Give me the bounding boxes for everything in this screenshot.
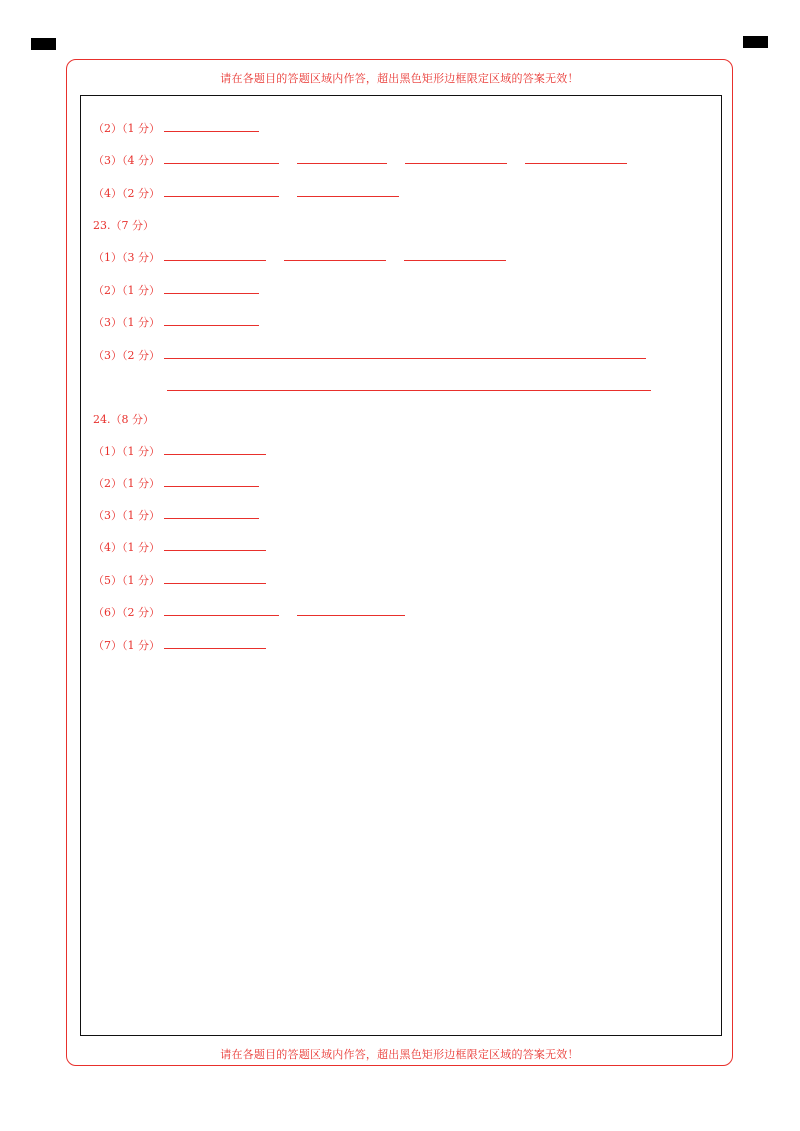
question-label: （3）（1 分） [93,316,160,329]
answer-blank[interactable] [167,379,651,391]
answer-blank[interactable] [164,539,266,551]
question-label: （4）（2 分） [93,187,160,200]
question-label: （3）（4 分） [93,154,160,167]
answer-blank[interactable] [164,572,266,584]
alignment-mark-right [743,36,768,48]
answer-blank[interactable] [164,120,259,132]
answer-blank[interactable] [164,152,279,164]
answer-line [93,120,259,136]
answer-line [93,475,259,491]
answer-blank[interactable] [297,152,387,164]
answer-blank[interactable] [297,185,399,197]
answer-area [80,95,722,1036]
answer-blank[interactable] [164,475,259,487]
question-label: （5）（1 分） [93,574,160,587]
answer-sheet-frame [66,59,733,1066]
answer-line [93,539,266,555]
question-label: （3）（2 分） [93,349,160,362]
answer-line [93,411,154,427]
answer-line [93,249,506,265]
question-label: 23.（7 分） [93,219,154,232]
answer-blank[interactable] [164,282,259,294]
answer-blank[interactable] [405,152,507,164]
answer-blank[interactable] [164,604,279,616]
question-label: （1）（3 分） [93,251,160,264]
answer-line [93,282,259,298]
answer-blank[interactable] [164,185,279,197]
answer-line-continuation [93,379,651,395]
notice-top: 请在各题目的答题区域内作答，超出黑色矩形边框限定区域的答案无效！ [220,72,579,85]
answer-line [93,152,627,168]
answer-blank[interactable] [164,347,646,359]
alignment-mark-left [31,38,56,50]
question-label: （3）（1 分） [93,509,160,522]
answer-blank[interactable] [164,507,259,519]
question-label: （6）（2 分） [93,606,160,619]
answer-line [93,572,266,588]
answer-line [93,507,259,523]
question-label: （2）（1 分） [93,477,160,490]
answer-line [93,347,646,363]
answer-blank[interactable] [297,604,405,616]
answer-blank[interactable] [284,249,386,261]
answer-blank[interactable] [164,443,266,455]
answer-blank[interactable] [525,152,627,164]
answer-blank[interactable] [164,637,266,649]
answer-line [93,604,405,620]
question-label: （4）（1 分） [93,541,160,554]
answer-line [93,314,259,330]
answer-line [93,185,399,201]
answer-blank[interactable] [404,249,506,261]
answer-line [93,217,154,233]
question-label: （1）（1 分） [93,445,160,458]
notice-bottom: 请在各题目的答题区域内作答，超出黑色矩形边框限定区域的答案无效！ [220,1048,579,1061]
answer-blank[interactable] [164,249,266,261]
question-label: （7）（1 分） [93,639,160,652]
answer-blank[interactable] [164,314,259,326]
answer-line [93,443,266,459]
question-label: （2）（1 分） [93,284,160,297]
answer-line [93,637,266,653]
question-label: 24.（8 分） [93,413,154,426]
question-label: （2）（1 分） [93,122,160,135]
